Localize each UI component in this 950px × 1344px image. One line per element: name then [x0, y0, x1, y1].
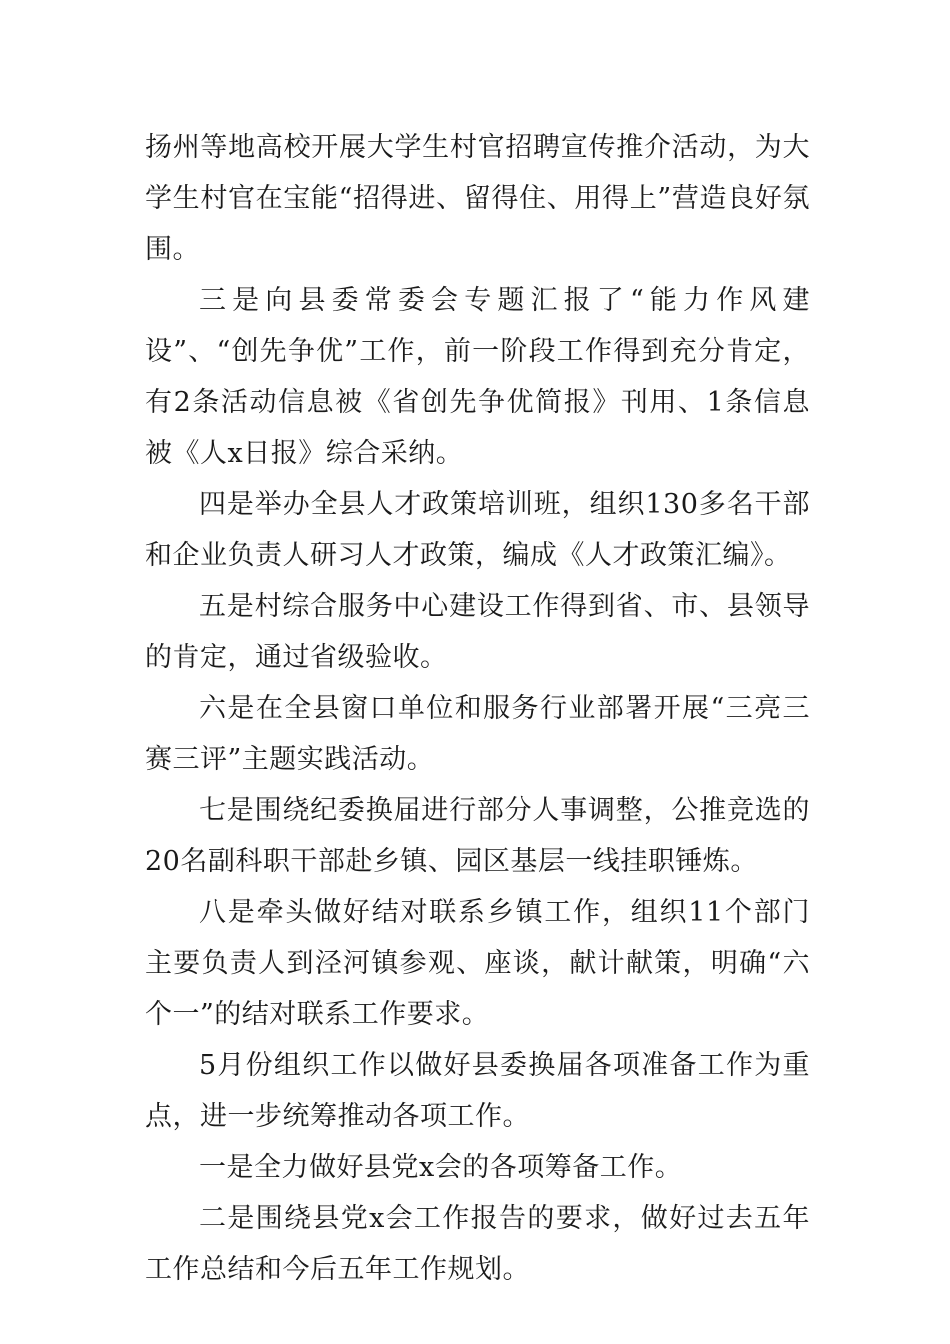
- paragraph-10: 二是围绕县党x会工作报告的要求，做好过去五年工作总结和今后五年工作规划。: [145, 1203, 810, 1285]
- paragraph-2: 三是向县委常委会专题汇报了“能力作风建设”、“创先争优”工作，前一阶段工作得到充分肯定，有2条活动信息被《省创先争优简报》刊用、1条信息被《人x日报》综合采纳。: [145, 285, 810, 469]
- paragraph-5: 六是在全县窗口单位和服务行业部署开展“三亮三赛三评”主题实践活动。: [145, 693, 810, 775]
- document-body: [145, 122, 810, 1295]
- paragraph-4: 五是村综合服务中心建设工作得到省、市、县领导的肯定，通过省级验收。: [145, 591, 810, 673]
- paragraph-8: 5月份组织工作以做好县委换届各项准备工作为重点，进一步统筹推动各项工作。: [145, 1050, 810, 1132]
- paragraph-6: 七是围绕纪委换届进行部分人事调整，公推竞选的20名副科职干部赴乡镇、园区基层一线挂职锤炼。: [145, 795, 810, 877]
- paragraph-3: 四是举办全县人才政策培训班，组织130多名干部和企业负责人研习人才政策，编成《人才政策汇编》。: [145, 489, 810, 571]
- paragraph-9: 一是全力做好县党x会的各项筹备工作。: [199, 1152, 683, 1183]
- paragraph-7: 八是牵头做好结对联系乡镇工作，组织11个部门主要负责人到泾河镇参观、座谈，献计献策，明确“六个一”的结对联系工作要求。: [145, 897, 810, 1030]
- paragraph-1: 扬州等地高校开展大学生村官招聘宣传推介活动，为大学生村官在宝能“招得进、留得住、用得上”营造良好氛围。: [145, 132, 810, 265]
